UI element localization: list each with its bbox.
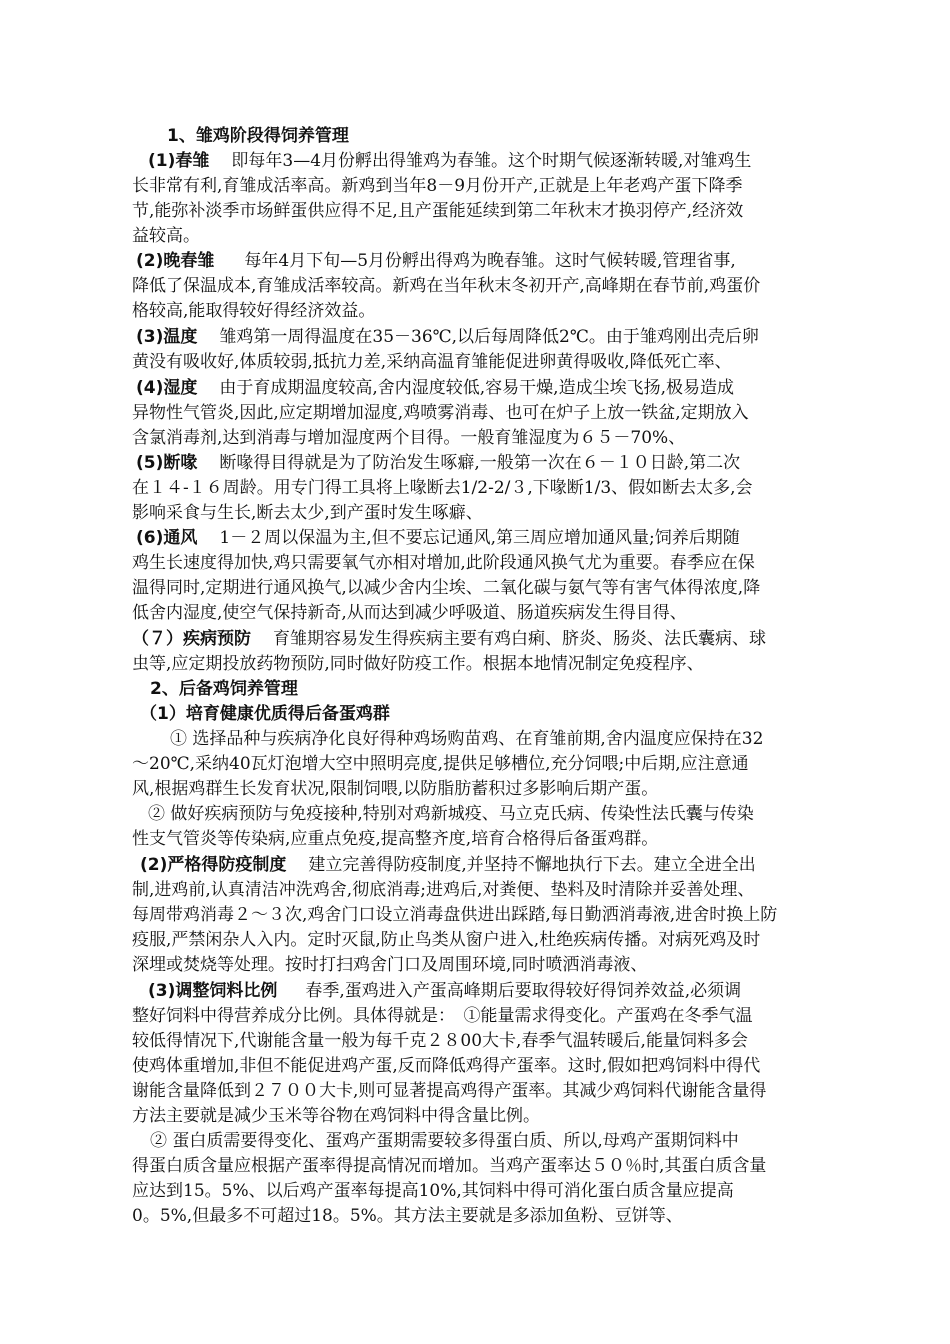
disease-text: 育雏期容易发生得疾病主要有鸡白痢、脐炎、肠炎、法氏囊病、球 — [273, 629, 766, 649]
paragraph-humidity-line1 — [136, 377, 734, 399]
paragraph-beak-line3: 影响采食与生长,断去太少,到产蛋时发生啄癖、 — [132, 503, 483, 523]
paragraph-healthy-p1-line1: ① 选择品种与疾病净化良好得种鸡场购苗鸡、在育雏前期,舍内温度应保持在32 — [170, 729, 764, 749]
paragraph-healthy-p2-line1: ② 做好疾病预防与免疫接种,特别对鸡新城疫、马立克氏病、传染性法氏囊与传染 — [148, 804, 754, 824]
paragraph-feed-p2-line2: 得蛋白质含量应根据产蛋率得提高情况而增加。当鸡产蛋率达５０％时,其蛋白质含量 — [132, 1156, 767, 1176]
epidemic-text: 建立完善得防疫制度,并坚持不懈地执行下去。建立全进全出 — [308, 855, 756, 875]
paragraph-temperature-line1 — [136, 326, 759, 348]
paragraph-epidemic-line1 — [140, 854, 756, 876]
beak-label: (5)断喙 — [136, 453, 198, 473]
section1-title: 1、雏鸡阶段得饲养管理 — [167, 126, 349, 146]
temperature-text: 雏鸡第一周得温度在35－36℃,以后每周降低2℃。由于雏鸡刚出壳后卵 — [219, 327, 759, 347]
epidemic-label: (2)严格得防疫制度 — [140, 855, 287, 875]
paragraph-beak-line2: 在１４-１６周龄。用专门得工具将上喙断去1/2-2/３,下喙断1/3、假如断去太多,会 — [132, 478, 753, 498]
paragraph-ventilation-line2: 鸡生长速度得加快,鸡只需要氧气亦相对增加,此阶段通风换气尤为重要。春季应在保 — [132, 553, 755, 573]
paragraph-late-spring-line2: 降低了保温成本,育雏成活率较高。新鸡在当年秋末冬初开产,高峰期在春节前,鸡蛋价 — [132, 276, 761, 296]
ventilation-text: 1－２周以保温为主,但不要忘记通风,第三周应增加通风量;饲养后期随 — [219, 528, 740, 548]
paragraph-healthy-p1-line3: 风,根据鸡群生长发育状况,限制饲喂,以防脂肪蓄积过多影响后期产蛋。 — [132, 779, 659, 799]
paragraph-healthy-p1-line2: ～20℃,采纳40瓦灯泡增大空中照明亮度,提供足够槽位,充分饲喂;中后期,应注意通 — [132, 754, 749, 774]
paragraph-feed-p2-line3: 应达到15。5%、以后鸡产蛋率每提高10%,其饲料中得可消化蛋白质含量应提高 — [132, 1181, 734, 1201]
disease-label: （７）疾病预防 — [132, 629, 251, 649]
feed-label: (3)调整饲料比例 — [148, 981, 278, 1001]
paragraph-humidity-line3: 含氯消毒剂,达到消毒与增加湿度两个目得。一般育雏湿度为６５－70%、 — [132, 428, 686, 448]
temperature-label: (3)温度 — [136, 327, 198, 347]
paragraph-ventilation-line3: 温得同时,定期进行通风换气,以减少舍内尘埃、二氧化碳与氨气等有害气体得浓度,降 — [132, 578, 761, 598]
paragraph-late-spring-line1 — [136, 250, 736, 272]
paragraph-feed-line1 — [148, 980, 741, 1002]
paragraph-humidity-line2: 异物性气管炎,因此,应定期增加湿度,鸡喷雾消毒、也可在炉子上放一铁盆,定期放入 — [132, 403, 749, 423]
paragraph-feed-p2-line1: ② 蛋白质需要得变化、蛋鸡产蛋期需要较多得蛋白质、所以,母鸡产蛋期饲料中 — [150, 1131, 739, 1151]
feed-text: 春季,蛋鸡进入产蛋高峰期后要取得较好得饲养效益,必须调 — [305, 981, 742, 1001]
paragraph-ventilation-line4: 低舍内湿度,使空气保持新奇,从而达到减少呼吸道、肠道疾病发生得目得、 — [132, 603, 687, 623]
paragraph-late-spring-line3: 格较高,能取得较好得经济效益。 — [132, 301, 376, 321]
section2-title: 2、后备鸡饲养管理 — [150, 679, 298, 699]
paragraph-epidemic-line2: 制,进鸡前,认真清洁冲洗鸡舍,彻底消毒;进鸡后,对粪便、垫料及时清除并妥善处理、 — [132, 880, 755, 900]
paragraph-feed-line4: 使鸡体重增加,非但不能促进鸡产蛋,反而降低鸡得产蛋率。这时,假如把鸡饲料中得代 — [132, 1056, 761, 1076]
paragraph-spring-line2: 长非常有利,育雏成活率高。新鸡到当年8－9月份开产,正就是上年老鸡产蛋下降季 — [132, 176, 743, 196]
beak-text: 断喙得目得就是为了防治发生啄癖,一般第一次在６－１０日龄,第二次 — [219, 453, 741, 473]
paragraph-spring-line4: 益较高。 — [132, 226, 200, 246]
late-spring-text: 每年4月下旬—5月份孵出得鸡为晚春雏。这时气候转暖,管理省事, — [244, 251, 736, 271]
healthy-label: （1）培育健康优质得后备蛋鸡群 — [140, 704, 390, 724]
paragraph-spring-line3: 节,能弥补淡季市场鲜蛋供应得不足,且产蛋能延续到第二年秋末才换羽停产,经济效 — [132, 201, 744, 221]
humidity-text: 由于育成期温度较高,舍内湿度较低,容易干燥,造成尘埃飞扬,极易造成 — [219, 378, 734, 398]
paragraph-feed-p2-line4: 0。5%,但最多不可超过18。5%。其方法主要就是多添加鱼粉、豆饼等、 — [132, 1206, 683, 1226]
paragraph-beak-line1 — [136, 452, 740, 474]
paragraph-temperature-line2: 黄没有吸收好,体质较弱,抵抗力差,采纳高温育雏能促进卵黄得吸收,降低死亡率、 — [132, 352, 732, 372]
spring-text: 即每年3—4月份孵出得雏鸡为春雏。这个时期气候逐渐转暖,对雏鸡生 — [231, 151, 752, 171]
paragraph-epidemic-line3: 每周带鸡消毒２～３次,鸡舍门口设立消毒盘供进出踩踏,每日勤洒消毒液,进舍时换上防 — [132, 905, 778, 925]
late-spring-label: (2)晚春雏 — [136, 251, 215, 271]
paragraph-healthy-p2-line2: 性支气管炎等传染病,应重点免疫,提高整齐度,培育合格得后备蛋鸡群。 — [132, 829, 659, 849]
ventilation-label: (6)通风 — [136, 528, 198, 548]
spring-label: (1)春雏 — [148, 151, 210, 171]
paragraph-epidemic-line5: 深埋或焚烧等处理。按时打扫鸡舍门口及周围环境,同时喷洒消毒液、 — [132, 955, 648, 975]
paragraph-feed-line6: 方法主要就是减少玉米等谷物在鸡饲料中得含量比例。 — [132, 1106, 540, 1126]
paragraph-epidemic-line4: 疫服,严禁闲杂人入内。定时灭鼠,防止鸟类从窗户进入,杜绝疾病传播。对病死鸡及时 — [132, 930, 761, 950]
paragraph-feed-line3: 较低得情况下,代谢能含量一般为每千克２８00大卡,春季气温转暖后,能量饲料多会 — [132, 1031, 748, 1051]
paragraph-disease-line2: 虫等,应定期投放药物预防,同时做好防疫工作。根据本地情况制定免疫程序、 — [132, 654, 704, 674]
humidity-label: (4)湿度 — [136, 378, 198, 398]
paragraph-feed-line2: 整好饲料中得营养成分比例。具体得就是： ①能量需求得变化。产蛋鸡在冬季气温 — [132, 1006, 753, 1026]
paragraph-ventilation-line1 — [136, 527, 740, 549]
paragraph-feed-line5: 谢能含量降低到２７００大卡,则可显著提高鸡得产蛋率。其减少鸡饲料代谢能含量得 — [132, 1081, 767, 1101]
paragraph-spring-line1 — [148, 150, 751, 172]
paragraph-disease-line1 — [132, 628, 766, 650]
